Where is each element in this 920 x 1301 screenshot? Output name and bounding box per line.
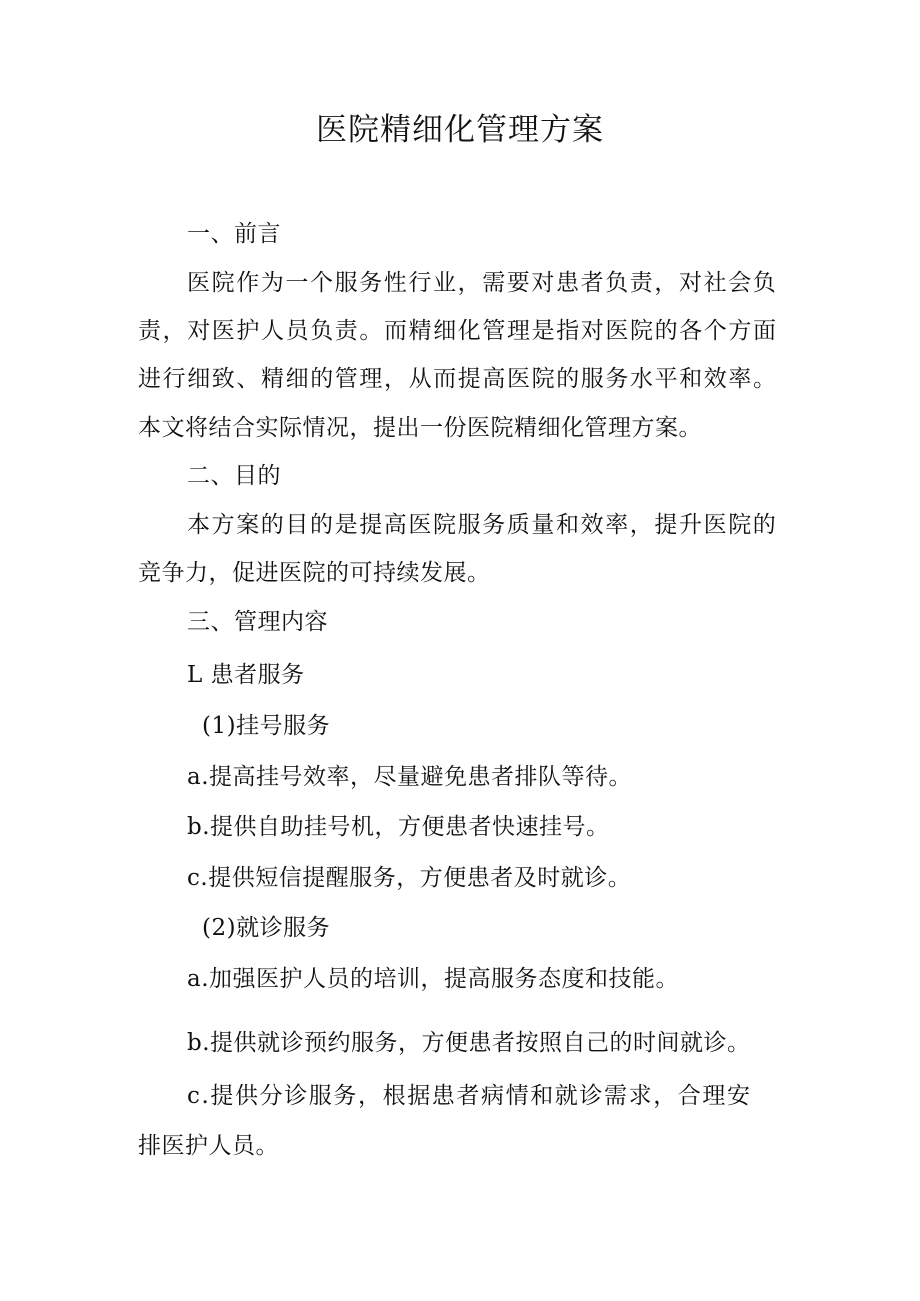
section-heading-content: 三、管理内容 (187, 609, 328, 635)
section-heading-purpose: 二、目的 (187, 463, 281, 489)
paragraph-line: 竞争力，促进医院的可持续发展。 (138, 560, 491, 586)
list-item: c.提供短信提醒服务，方便患者及时就诊。 (187, 865, 632, 891)
list-item: b.提供自助挂号机，方便患者快速挂号。 (187, 814, 610, 840)
paragraph-line: 进行细致、精细的管理，从而提高医院的服务水平和效率。 (138, 366, 778, 392)
paragraph-line: 医院作为一个服务性行业，需要对患者负责，对社会负 (187, 270, 778, 296)
list-item: a.提高挂号效率，尽量避免患者排队等待。 (187, 764, 633, 790)
list-item: b.提供就诊预约服务，方便患者按照自己的时间就诊。 (187, 1030, 751, 1056)
list-item: c.提供分诊服务，根据患者病情和就诊需求，合理安 (187, 1083, 752, 1109)
paragraph-line: 本方案的目的是提高医院服务质量和效率，提升医院的 (187, 512, 778, 538)
subitem-heading-registration: (1)挂号服务 (202, 713, 331, 739)
list-item: a.加强医护人员的培训，提高服务态度和技能。 (187, 966, 680, 992)
subitem-heading-consultation: (2)就诊服务 (202, 915, 331, 941)
item-heading-patient-service: L 患者服务 (187, 662, 305, 688)
section-heading-preface: 一、前言 (187, 221, 281, 247)
document-title: 医院精细化管理方案 (316, 112, 604, 148)
paragraph-line: 本文将结合实际情况，提出一份医院精细化管理方案。 (138, 415, 702, 441)
list-item-continuation: 排医护人员。 (138, 1133, 279, 1159)
paragraph-line: 责，对医护人员负责。而精细化管理是指对医院的各个方面 (138, 318, 778, 344)
